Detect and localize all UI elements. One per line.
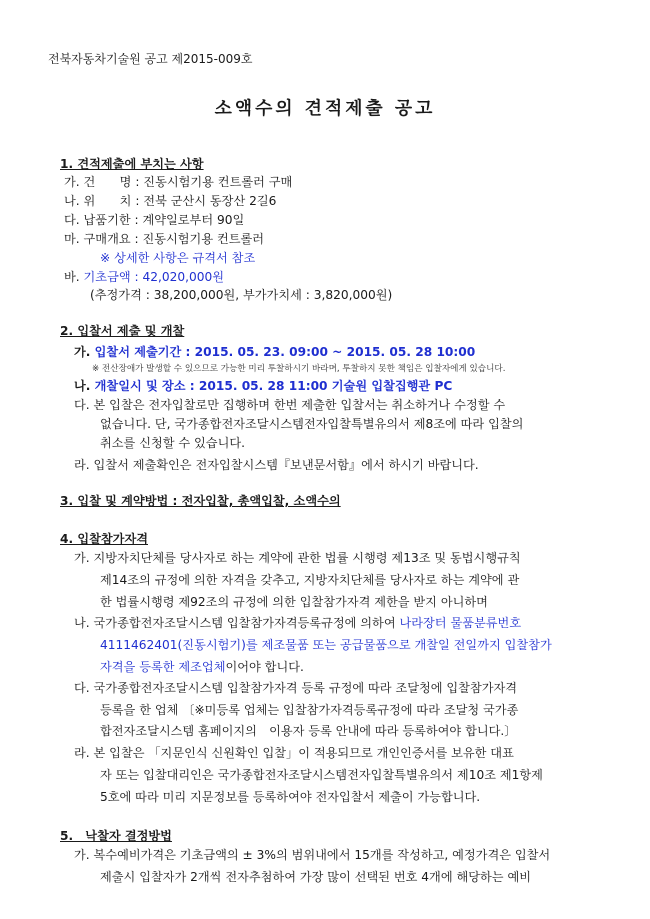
s4-na-classification: 나라장터 물품분류번호 bbox=[399, 616, 522, 630]
s4-na-manufacturer: 자격을 등록한 제조업체 bbox=[100, 660, 226, 674]
s5-item-ga-line2: 제출시 입찰자가 2개씩 전자추첨하여 가장 많이 선택된 번호 4개에 해당하는 예비 bbox=[100, 870, 531, 884]
s4-item-ra-line3: 5호에 따라 미리 지문정보를 등록하여야 전자입찰서 제출이 가능합니다. bbox=[100, 790, 481, 804]
s1-item-na: 나. 위 치 : 전북 군산시 동장산 2길6 bbox=[64, 194, 277, 208]
s2-item-na bbox=[74, 377, 452, 394]
s2-ga-label: 가. bbox=[74, 345, 95, 359]
s2-item-da-line2: 없습니다. 단, 국가종합전자조달시스템전자입찰특별유의서 제8조에 따라 입찰의 bbox=[100, 417, 524, 431]
s1-spec-reference: ※ 상세한 사항은 규격서 참조 bbox=[100, 251, 256, 265]
s1-base-amount: 기초금액 : 42,020,000원 bbox=[83, 270, 225, 284]
s4-item-da-line3: 합전자조달시스템 홈페이지의 이용자 등록 안내에 따라 등록하여야 합니다.〕 bbox=[100, 724, 517, 738]
s4-item-na-line1 bbox=[74, 614, 521, 631]
s2-item-ga bbox=[74, 343, 475, 360]
s4-na-tail: 이어야 합니다. bbox=[225, 660, 304, 674]
s2-submission-period: 입찰서 제출기간 : 2015. 05. 23. 09:00 ~ 2015. 05. 28 10:00 bbox=[94, 345, 476, 359]
page-title: 소액수의 견적제출 공고 bbox=[214, 98, 436, 119]
s1-item-ma: 마. 구매개요 : 진동시험기용 컨트롤러 bbox=[64, 232, 265, 246]
s2-item-da-line3: 취소를 신청할 수 있습니다. bbox=[100, 436, 246, 450]
s4-item-na-line3 bbox=[100, 658, 304, 675]
section-2-heading: 2. 입찰서 제출 및 개찰 bbox=[60, 324, 185, 338]
s1-item-ga: 가. 건 명 : 진동시험기용 컨트롤러 구매 bbox=[64, 175, 293, 189]
s2-opening-info: 개찰일시 및 장소 : 2015. 05. 28 11:00 기술원 입찰집행관 PC bbox=[94, 379, 453, 393]
s2-item-da-line1: 다. 본 입찰은 전자입찰로만 집행하며 한번 제출한 입찰서는 취소하거나 수정할 수 bbox=[74, 398, 506, 412]
s1-item-da: 다. 납품기한 : 계약일로부터 90일 bbox=[64, 213, 245, 227]
s1-estimate: (추정가격 : 38,200,000원, 부가가치세 : 3,820,000원) bbox=[90, 288, 393, 302]
s2-na-label: 나. bbox=[74, 379, 95, 393]
s1-item-ba bbox=[64, 268, 224, 285]
section-1-heading: 1. 견적제출에 부치는 사항 bbox=[60, 157, 204, 171]
s2-note: ※ 전산장애가 발생할 수 있으므로 가능한 미리 투찰하시기 바라며, 투찰하지 못한 책임은 입찰자에게 있습니다. bbox=[92, 364, 506, 374]
s2-item-ra: 라. 입찰서 제출확인은 전자입찰시스템『보낸문서함』에서 하시기 바랍니다. bbox=[74, 458, 479, 472]
s4-item-da-line1: 다. 국가종합전자조달시스템 입찰참가자격 등록 규정에 따라 조달청에 입찰참가자격 bbox=[74, 681, 518, 695]
s4-item-ga-line1: 가. 지방자치단체를 당사자로 하는 계약에 관한 법률 시행령 제13조 및 동법시행규칙 bbox=[74, 551, 521, 565]
section-4-heading: 4. 입찰참가자격 bbox=[60, 532, 148, 546]
s5-item-ga-line1: 가. 복수예비가격은 기초금액의 ± 3%의 범위내에서 15개를 작성하고, 예정가격은 입찰서 bbox=[74, 848, 551, 862]
s1-ba-label: 바. bbox=[64, 270, 84, 284]
s4-item-ra-line1: 라. 본 입찰은 「지문인식 신원확인 입찰」이 적용되므로 개인인증서를 보유한 대표 bbox=[74, 746, 514, 760]
s4-na-text: 나. 국가종합전자조달시스템 입찰참가자격등록규정에 의하여 bbox=[74, 616, 400, 630]
s4-item-ra-line2: 자 또는 입찰대리인은 국가종합전자조달시스템전자입찰특별유의서 제10조 제1항제 bbox=[100, 768, 543, 782]
section-3-heading: 3. 입찰 및 계약방법 : 전자입찰, 총액입찰, 소액수의 bbox=[60, 494, 341, 508]
s4-item-na-line2: 4111462401(진동시험기)를 제조물품 또는 공급물품으로 개찰일 전일까지 입찰참가 bbox=[100, 638, 552, 652]
notice-number: 전북자동차기술원 공고 제2015-009호 bbox=[48, 52, 253, 66]
s4-item-ga-line3: 한 법률시행령 제92조의 규정에 의한 입찰참가자격 제한을 받지 아니하며 bbox=[100, 595, 488, 609]
s4-item-da-line2: 등록을 한 업체 〔※미등록 업체는 입찰참가자격등록규정에 따라 조달청 국가종 bbox=[100, 703, 519, 717]
section-5-heading: 5. 낙찰자 결정방법 bbox=[60, 829, 172, 843]
s4-item-ga-line2: 제14조의 규정에 의한 자격을 갖추고, 지방자치단체를 당사자로 하는 계약에 관 bbox=[100, 573, 520, 587]
